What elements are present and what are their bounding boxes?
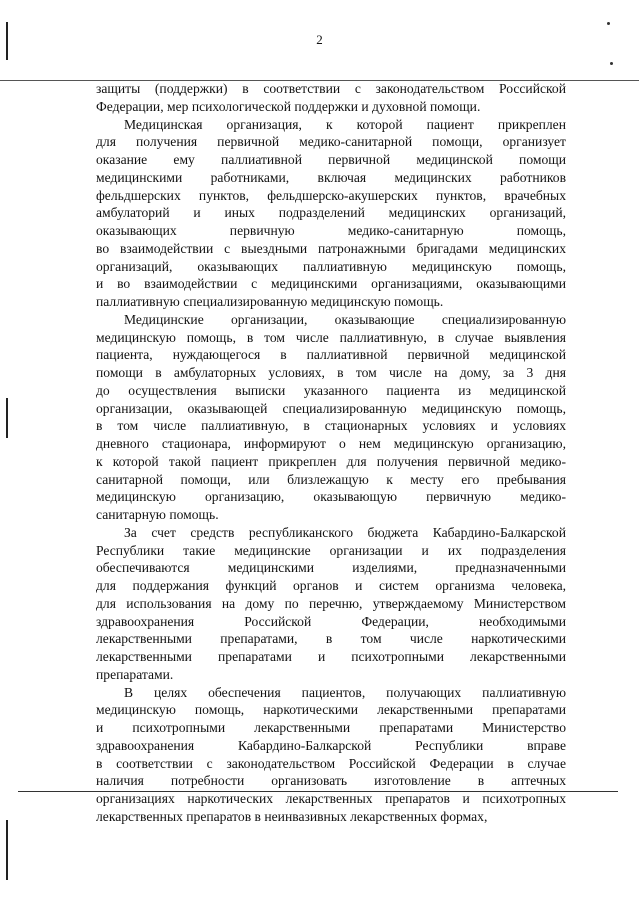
text-line: препаратами.	[96, 666, 174, 682]
text-line: к которой такой пациент прикреплен для получения первичной медико-	[96, 453, 566, 469]
text-line: в том числе паллиативную, в стационарных условиях и условиях	[96, 418, 566, 434]
text-line: оказание ему паллиативной первичной медицинской помощи	[96, 152, 566, 167]
text-line: Республики такие медицинские организации и их подразделения	[96, 542, 566, 558]
text-line: Медицинские организации, оказывающие специализированную	[124, 311, 566, 327]
document-body	[96, 80, 566, 826]
text-line: для получения первичной медико-санитарной помощи, организует	[96, 134, 566, 150]
scan-dot-right	[610, 62, 613, 65]
paragraph	[96, 311, 566, 524]
text-line: для поддержания функций органов и систем организма человека,	[96, 578, 566, 593]
text-line: организации, оказывающей специализированную медицинскую помощь,	[96, 400, 566, 416]
text-line: организациях наркотических лекарственных препаратов и психотропных	[96, 791, 566, 806]
text-line: здравоохранения Российской Федерации, необходимыми	[96, 613, 566, 629]
text-line: Федерации, мер психологической поддержки и духовной помощи.	[96, 98, 481, 114]
text-line: В целях обеспечения пациентов, получающих паллиативную	[124, 684, 566, 700]
paragraph	[96, 684, 566, 826]
text-line: защиты (поддержки) в соответствии с законодательством Российской	[96, 81, 566, 96]
text-line: медицинскую помощь, наркотическими лекарственными препаратами	[96, 702, 566, 718]
text-line: медицинскую помощь, в том числе паллиативную, в случае выявления	[96, 329, 566, 345]
text-line: Медицинская организация, к которой пациент прикреплен	[124, 116, 566, 132]
text-line: фельдшерских пунктов, фельдшерско-акушерских пунктов, врачебных	[96, 187, 566, 203]
text-line: организаций, оказывающих паллиативную медицинскую помощь,	[96, 258, 566, 274]
paragraph	[96, 80, 566, 116]
scan-dot-top-right	[607, 22, 610, 25]
paragraph	[96, 524, 566, 684]
paragraph	[96, 116, 566, 311]
text-line: пациента, нуждающегося в паллиативной первичной медицинской	[96, 347, 566, 363]
scan-edge-mark-bottom	[6, 820, 8, 880]
text-line: и психотропными лекарственными препаратами Министерство	[96, 720, 566, 735]
text-line: здравоохранения Кабардино-Балкарской Республики вправе	[96, 737, 566, 753]
text-line: санитарную помощь.	[96, 507, 219, 522]
text-line: наличия потребности организовать изготовление в аптечных	[96, 773, 566, 789]
text-line: и во взаимодействии с медицинскими организациями, оказывающими	[96, 276, 566, 292]
text-line: лекарственных препаратов в неинвазивных лекарственных формах,	[96, 808, 488, 824]
text-line: помощи в амбулаторных условиях, в том числе на дому, за 3 дня	[96, 365, 566, 380]
text-line: оказывающих первичную медико-санитарную помощь,	[96, 223, 566, 238]
text-line: санитарной помощи, или близлежащую к месту его пребывания	[96, 471, 566, 487]
text-line: За счет средств республиканского бюджета Кабардино-Балкарской	[124, 524, 566, 540]
scan-edge-mark-middle	[6, 398, 8, 438]
text-line: амбулаторий и иных подразделений медицинских организаций,	[96, 205, 566, 221]
text-line: лекарственными препаратами и психотропными лекарственными	[96, 649, 566, 664]
text-line: до осуществления выписки указанного пациента из медицинской	[96, 382, 566, 398]
page-number: 2	[316, 32, 323, 47]
text-line: дневного стационара, информируют о нем медицинскую организацию,	[96, 436, 566, 451]
text-line: в соответствии с законодательством Российской Федерации в случае	[96, 755, 566, 771]
text-line: медицинскую организацию, оказывающую первичную медико-	[96, 489, 566, 505]
text-line: паллиативную специализированную медицинскую помощь.	[96, 294, 444, 309]
text-line: лекарственными препаратами, в том числе наркотическими	[96, 631, 566, 647]
text-line: медицинскими работниками, включая медицинских работников	[96, 169, 566, 185]
text-line: обеспечиваются медицинскими изделиями, предназначенными	[96, 560, 566, 576]
text-line: для использования на дому по перечню, утверждаемому Министерством	[96, 595, 566, 611]
text-line: во взаимодействии с выездными патронажными бригадами медицинских	[96, 240, 566, 256]
